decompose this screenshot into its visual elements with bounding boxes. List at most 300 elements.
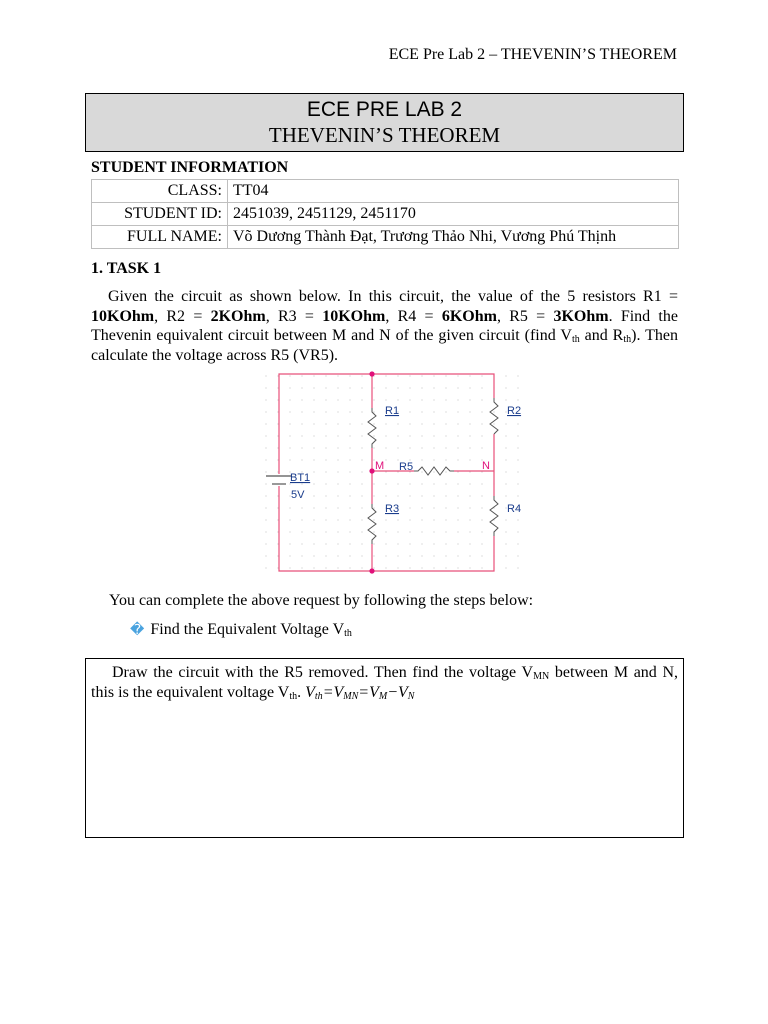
r5-value: 3KOhm — [553, 307, 609, 325]
grid-dot — [373, 567, 374, 568]
grid-dot — [337, 519, 338, 520]
grid-dot — [265, 411, 266, 412]
grid-dot — [325, 507, 326, 508]
grid-dot — [385, 543, 386, 544]
resistor-r4 — [490, 496, 498, 536]
grid-dot — [361, 555, 362, 556]
answer-text — [91, 663, 678, 702]
grid-dot — [409, 483, 410, 484]
grid-dot — [385, 447, 386, 448]
subscript: th — [314, 690, 323, 702]
grid-dot — [397, 423, 398, 424]
grid-dot — [373, 507, 374, 508]
grid-dot — [409, 435, 410, 436]
grid-dot — [373, 423, 374, 424]
grid-dot — [301, 435, 302, 436]
grid-dot — [421, 411, 422, 412]
label-r2: R2 — [507, 405, 522, 417]
grid-dot — [313, 399, 314, 400]
grid-dot — [349, 471, 350, 472]
grid-dot — [325, 495, 326, 496]
grid-dot — [337, 543, 338, 544]
grid-dot — [313, 507, 314, 508]
grid-dot — [385, 519, 386, 520]
grid-dot — [325, 459, 326, 460]
grid-dot — [493, 411, 494, 412]
grid-dot — [265, 471, 266, 472]
grid-dot — [421, 507, 422, 508]
grid-dot — [469, 387, 470, 388]
step-bullet-1 — [130, 621, 352, 639]
grid-dot — [361, 483, 362, 484]
text-run: ). Then calculate the voltage across R5 (VR5). — [91, 327, 678, 364]
formula-part: V — [305, 683, 315, 701]
grid-dot — [337, 447, 338, 448]
grid-dot — [361, 423, 362, 424]
formula-part: V — [397, 683, 408, 701]
grid-dot — [349, 507, 350, 508]
grid-dot — [373, 387, 374, 388]
grid-dot — [517, 423, 518, 424]
grid-dot — [445, 375, 446, 376]
grid-dot — [325, 411, 326, 412]
battery-bt1 — [266, 476, 292, 484]
grid-dot — [457, 435, 458, 436]
grid-dot — [325, 435, 326, 436]
formula-part: V — [333, 683, 344, 701]
node-bottom — [369, 568, 374, 573]
full-name-value: Võ Dương Thành Đạt, Trương Thảo Nhi, Vương Phú Thịnh — [228, 226, 679, 249]
grid-dot — [433, 483, 434, 484]
grid-dot — [505, 567, 506, 568]
grid-dot — [313, 447, 314, 448]
grid-dot — [385, 483, 386, 484]
grid-dot — [445, 531, 446, 532]
grid-dot — [469, 483, 470, 484]
grid-dot — [409, 555, 410, 556]
grid-dot — [385, 567, 386, 568]
document-subtitle: THEVENIN’S THEOREM — [268, 123, 501, 147]
grid-dot — [337, 423, 338, 424]
grid-dot — [337, 471, 338, 472]
grid-dot — [421, 399, 422, 400]
grid-dot — [385, 555, 386, 556]
grid-dot — [421, 519, 422, 520]
grid-dot — [457, 459, 458, 460]
grid-dot — [265, 555, 266, 556]
grid-dot — [289, 459, 290, 460]
grid-dot — [445, 423, 446, 424]
grid-dot — [301, 459, 302, 460]
grid-dot — [469, 543, 470, 544]
grid-dot — [433, 531, 434, 532]
text-run: , R5 = — [496, 307, 554, 325]
grid-dot — [481, 555, 482, 556]
grid-dot — [469, 555, 470, 556]
resistor-r2 — [490, 398, 498, 434]
grid-dot — [457, 447, 458, 448]
resistor-r5 — [414, 467, 454, 475]
grid-dot — [325, 555, 326, 556]
r2-value: 2KOhm — [210, 307, 266, 325]
grid-dot — [301, 507, 302, 508]
grid-dot — [517, 459, 518, 460]
grid-dot — [301, 387, 302, 388]
class-label: CLASS: — [92, 180, 228, 203]
answer-box[interactable] — [85, 658, 684, 838]
grid-dot — [265, 567, 266, 568]
text-run: between M and N, this is the equivalent voltage V — [91, 664, 679, 701]
grid-dot — [289, 531, 290, 532]
grid-dot — [265, 531, 266, 532]
grid-dot — [433, 375, 434, 376]
running-header: ECE Pre Lab 2 – THEVENIN’S THEOREM — [388, 46, 677, 63]
grid-dot — [373, 483, 374, 484]
grid-dot — [445, 507, 446, 508]
grid-dot — [409, 531, 410, 532]
subscript: th — [623, 334, 632, 345]
grid-dot — [373, 447, 374, 448]
grid-dot — [349, 459, 350, 460]
grid-dot — [421, 387, 422, 388]
grid-dot — [289, 507, 290, 508]
grid-dot — [313, 435, 314, 436]
grid-dot — [457, 387, 458, 388]
grid-dot — [265, 447, 266, 448]
grid-dot — [385, 531, 386, 532]
r4-value: 6KOhm — [441, 307, 497, 325]
grid-dot — [385, 423, 386, 424]
grid-dot — [313, 411, 314, 412]
grid-dot — [361, 447, 362, 448]
grid-dot — [265, 375, 266, 376]
grid-dot — [433, 543, 434, 544]
grid-dot — [505, 459, 506, 460]
grid-dot — [493, 423, 494, 424]
grid-dot — [481, 531, 482, 532]
grid-dot — [421, 531, 422, 532]
grid-dot — [325, 447, 326, 448]
grid-dot — [469, 567, 470, 568]
grid-dot — [289, 387, 290, 388]
grid-dot — [313, 423, 314, 424]
grid-dot — [337, 375, 338, 376]
grid-dot — [517, 399, 518, 400]
formula-part: = — [322, 683, 334, 701]
grid-dot — [325, 399, 326, 400]
grid-dot — [433, 507, 434, 508]
circuit-diagram — [258, 368, 528, 578]
grid-dot — [373, 495, 374, 496]
grid-dot — [457, 423, 458, 424]
grid-dot — [373, 555, 374, 556]
grid-dot — [469, 459, 470, 460]
grid-dot — [409, 495, 410, 496]
grid-dot — [289, 411, 290, 412]
grid-dot — [301, 531, 302, 532]
grid-dot — [289, 435, 290, 436]
grid-dot — [337, 483, 338, 484]
grid-dot — [337, 459, 338, 460]
grid-dot — [433, 411, 434, 412]
grid-dot — [337, 495, 338, 496]
grid-dot — [469, 519, 470, 520]
table-row — [92, 180, 679, 203]
grid-dot — [397, 483, 398, 484]
grid-dot — [349, 543, 350, 544]
grid-dot — [421, 495, 422, 496]
grid-dot — [313, 519, 314, 520]
grid-dot — [505, 519, 506, 520]
grid-dot — [385, 387, 386, 388]
grid-dot — [445, 543, 446, 544]
grid-dot — [457, 399, 458, 400]
grid-dot — [289, 375, 290, 376]
grid-dot — [433, 435, 434, 436]
grid-dot — [349, 447, 350, 448]
grid-dot — [265, 387, 266, 388]
grid-dot — [385, 459, 386, 460]
grid-dot — [337, 411, 338, 412]
subscript: MN — [343, 690, 359, 702]
r3-value: 10KOhm — [322, 307, 386, 325]
label-n: N — [482, 460, 490, 472]
grid-dot — [265, 459, 266, 460]
grid-dot — [469, 375, 470, 376]
grid-dot — [397, 555, 398, 556]
grid-dot — [289, 423, 290, 424]
grid-dot — [397, 495, 398, 496]
grid-dot — [481, 375, 482, 376]
grid-dot — [313, 471, 314, 472]
grid-dot — [409, 507, 410, 508]
grid-dot — [505, 495, 506, 496]
grid-dot — [469, 507, 470, 508]
text-run: Given the circuit as shown below. In this circuit, the value of the 5 resistors R1 = — [108, 288, 678, 305]
grid-dot — [517, 483, 518, 484]
grid-dot — [289, 399, 290, 400]
grid-dot — [265, 423, 266, 424]
text-run: , R2 = — [154, 307, 211, 325]
grid-dot — [433, 459, 434, 460]
grid-dot — [301, 447, 302, 448]
grid-dot — [457, 375, 458, 376]
grid-dot — [433, 447, 434, 448]
grid-dot — [421, 459, 422, 460]
r1-value: 10KOhm — [91, 307, 155, 325]
resistor-r1 — [368, 408, 376, 448]
grid-dot — [325, 519, 326, 520]
grid-dot — [349, 531, 350, 532]
subscript: M — [378, 690, 388, 702]
grid-dot — [433, 519, 434, 520]
grid-dot — [481, 519, 482, 520]
grid-dot — [373, 411, 374, 412]
grid-dot — [421, 555, 422, 556]
grid-dot — [325, 483, 326, 484]
label-r4: R4 — [507, 503, 522, 515]
grid-dot — [325, 387, 326, 388]
grid-dot — [397, 519, 398, 520]
grid-dot — [517, 375, 518, 376]
grid-dot — [349, 375, 350, 376]
grid-dot — [361, 399, 362, 400]
grid-dot — [409, 387, 410, 388]
label-bt1: BT1 — [290, 472, 311, 484]
grid-dot — [481, 411, 482, 412]
grid-dot — [433, 387, 434, 388]
grid-dot — [445, 495, 446, 496]
grid-dot — [409, 447, 410, 448]
label-r1: R1 — [385, 405, 400, 417]
grid-dot — [361, 471, 362, 472]
grid-dot — [457, 555, 458, 556]
grid-dot — [433, 555, 434, 556]
grid-dot — [361, 567, 362, 568]
grid-dot — [457, 495, 458, 496]
grid-dot — [421, 375, 422, 376]
grid-dot — [361, 543, 362, 544]
grid-dot — [265, 507, 266, 508]
grid-dot — [313, 543, 314, 544]
grid-dot — [481, 423, 482, 424]
grid-dot — [481, 435, 482, 436]
grid-dot — [505, 483, 506, 484]
grid-dot — [445, 483, 446, 484]
grid-dot — [517, 387, 518, 388]
steps-intro: You can complete the above request by following the steps below: — [109, 592, 534, 609]
full-name-label: FULL NAME: — [92, 226, 228, 249]
subscript: th — [344, 628, 352, 639]
grid-dot — [505, 399, 506, 400]
grid-dot — [301, 375, 302, 376]
grid-dot — [481, 495, 482, 496]
grid-dot — [301, 423, 302, 424]
label-m: M — [375, 460, 385, 472]
grid-dot — [289, 543, 290, 544]
student-info-table — [91, 179, 679, 249]
grid-dot — [505, 423, 506, 424]
table-row — [92, 226, 679, 249]
grid-dot — [505, 471, 506, 472]
grid-dot — [265, 495, 266, 496]
grid-dot — [433, 567, 434, 568]
grid-dot — [349, 483, 350, 484]
class-value: TT04 — [228, 180, 679, 203]
wire-top — [372, 374, 494, 398]
grid-dot — [361, 435, 362, 436]
grid-dot — [289, 555, 290, 556]
student-info-heading: STUDENT INFORMATION — [91, 159, 289, 176]
grid-dot — [313, 387, 314, 388]
grid-dot — [517, 519, 518, 520]
grid-dot — [469, 531, 470, 532]
text-run: . Find the Thevenin equivalent circuit between M and N of the given circuit (find V — [91, 307, 678, 344]
subscript: MN — [533, 671, 550, 682]
grid-dot — [433, 495, 434, 496]
grid-dot — [337, 567, 338, 568]
grid-dot — [445, 555, 446, 556]
title-box — [85, 93, 684, 152]
grid-dot — [349, 423, 350, 424]
grid-dot — [289, 447, 290, 448]
grid-dot — [325, 543, 326, 544]
formula-part: V — [369, 683, 379, 701]
grid-dot — [313, 459, 314, 460]
grid-dot — [409, 543, 410, 544]
subscript: N — [407, 690, 415, 702]
grid-dot — [517, 531, 518, 532]
grid-dot — [325, 375, 326, 376]
grid-dot — [385, 435, 386, 436]
grid-dot — [325, 531, 326, 532]
grid-dot — [421, 483, 422, 484]
grid-dot — [397, 435, 398, 436]
grid-dot — [337, 531, 338, 532]
grid-dot — [517, 495, 518, 496]
grid-dot — [385, 399, 386, 400]
grid-dot — [337, 387, 338, 388]
subscript: th — [289, 690, 298, 702]
grid-dot — [457, 567, 458, 568]
grid-dot — [349, 411, 350, 412]
grid-dot — [397, 447, 398, 448]
text-run: , R3 = — [265, 307, 323, 325]
grid-dot — [313, 567, 314, 568]
grid-dot — [325, 471, 326, 472]
grid-dot — [313, 495, 314, 496]
grid-dot — [349, 495, 350, 496]
grid-dot — [433, 399, 434, 400]
grid-dot — [361, 519, 362, 520]
grid-dot — [301, 411, 302, 412]
label-bt1-value: 5V — [291, 489, 305, 501]
grid-dot — [289, 567, 290, 568]
grid-dot — [421, 543, 422, 544]
text-run: and R — [579, 327, 624, 344]
grid-dot — [301, 543, 302, 544]
grid-dot — [397, 399, 398, 400]
grid-dot — [457, 531, 458, 532]
grid-dot — [325, 423, 326, 424]
grid-dot — [457, 507, 458, 508]
grid-dot — [349, 435, 350, 436]
resistor-r3 — [368, 504, 376, 544]
grid-dot — [349, 567, 350, 568]
grid-dot — [349, 399, 350, 400]
grid-dot — [265, 435, 266, 436]
grid-dot — [457, 411, 458, 412]
grid-dot — [517, 543, 518, 544]
node-top — [369, 371, 374, 376]
grid-dot — [361, 507, 362, 508]
task1-paragraph — [91, 287, 678, 365]
grid-dot — [457, 543, 458, 544]
vth-formula — [305, 684, 414, 701]
grid-dot — [469, 447, 470, 448]
bullet-icon: � — [130, 622, 145, 638]
grid-dot — [373, 435, 374, 436]
grid-dot — [469, 423, 470, 424]
grid-dot — [517, 555, 518, 556]
grid-dot — [517, 567, 518, 568]
grid-dot — [397, 387, 398, 388]
grid-dot — [481, 399, 482, 400]
grid-dot — [505, 555, 506, 556]
subscript: th — [571, 334, 580, 345]
grid-dot — [505, 447, 506, 448]
grid-dot — [421, 471, 422, 472]
